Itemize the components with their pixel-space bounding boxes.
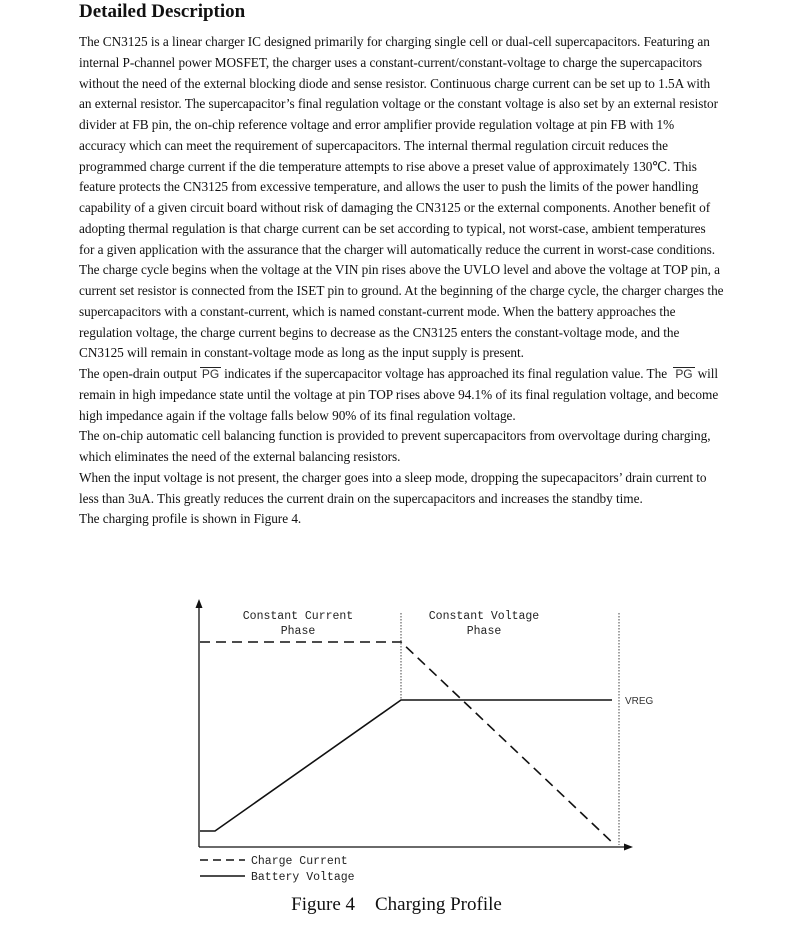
battery-voltage-curve [200, 700, 612, 831]
paragraph-pg-output [79, 364, 724, 426]
pg-text-3: will remain in high impedance state until the voltage at pin TOP rises above 94.1% of its final regulation voltage, and become high impedance again if the voltage falls below 90% of its final regulation voltage. [79, 366, 719, 423]
legend-voltage-label: Battery Voltage [251, 871, 355, 884]
y-axis-arrow-icon [196, 599, 203, 608]
pg-text-2: indicates if the supercapacitor voltage has approached its final regulation value. The [224, 366, 668, 381]
section-heading: Detailed Description [79, 1, 246, 22]
phase-cc-label-line1: Constant Current [242, 610, 354, 623]
charge-current-curve [200, 642, 615, 845]
charging-profile-diagram [0, 595, 793, 890]
paragraph-figure-ref: The charging profile is shown in Figure 4. [79, 511, 302, 527]
legend-current-label: Charge Current [251, 855, 348, 868]
paragraph-cell-balancing: The on-chip automatic cell balancing function is provided to prevent supercapacitors from overvoltage during charging, which eliminates the need of the external balancing resistors. [79, 428, 711, 464]
pg-text-1: The open-drain output [79, 366, 197, 381]
pg-signal-label-2: PG [675, 367, 693, 381]
caption-title: Charging Profile [375, 894, 502, 915]
phase-cc-label-line2: Phase [280, 625, 316, 638]
description-body [79, 32, 724, 530]
phase-cv-label-line2: Phase [466, 625, 502, 638]
caption-number: Figure 4 [291, 894, 355, 915]
vreg-label: VREG [625, 696, 654, 707]
paragraph-sleep-mode: When the input voltage is not present, the charger goes into a sleep mode, dropping the supecapacitors’ drain current to less than 3uA. This greatly reduces the current drain on the supercapacitors and increases the standby time. [79, 469, 707, 506]
paragraph-charge-cycle: The charge cycle begins when the voltage at the VIN pin rises above the UVLO level and above the voltage at TOP pin, a current set resistor is connected from the ISET pin to ground. At the beginning of the charge cycle, the charger charges the supercapacitors with a constant-current, which is named constant-current mode. When the battery approaches the regulation voltage, the charge current begins to decrease as the CN3125 enters the constant-voltage mode, and the CN3125 will remain in constant-voltage mode as long as the input supply is present. [79, 262, 724, 361]
phase-cv-label-line1: Constant Voltage [428, 610, 540, 623]
figure-caption [0, 894, 793, 916]
x-axis-arrow-icon [624, 844, 633, 851]
paragraph-overview: The CN3125 is a linear charger IC designed primarily for charging single cell or dual-cell supercapacitors. Featuring an internal P-channel power MOSFET, the charger uses a constant-current/constant-voltage to charge the supercapacitors without the need of the external blocking diode and sense resistor. Continuous charge current can be set up to 1.5A with an external resistor. The supercapacitor’s final regulation voltage or the constant voltage is also set by an external resistor divider at FB pin, the on-chip reference voltage and error amplifier provide regulation voltage at pin FB with 1% accuracy which can meet the requirement of supercapacitors. The internal thermal regulation circuit reduces the programmed charge current if the die temperature attempts to rise above a preset value of approximately 130℃. This feature protects the CN3125 from excessive temperature, and allows the user to push the limits of the power handling capability of a given circuit board without risk of damaging the CN3125 or the external components. Another benefit of adopting thermal regulation is that charge current can be set according to typical, not worst-case, ambient temperatures for a given application with the assurance that the charger will automatically reduce the current in worst-case conditions. [79, 34, 718, 257]
pg-signal-label: PG [201, 367, 220, 381]
